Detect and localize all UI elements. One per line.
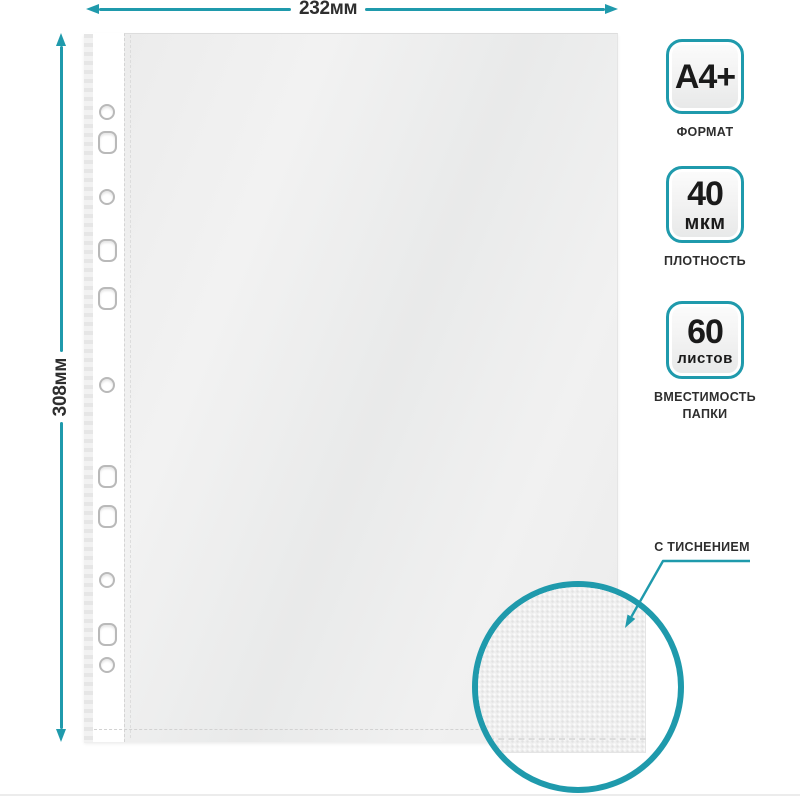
height-dimension-label: 308мм [50,358,71,417]
format-badge [666,39,744,114]
surface-edge-line [0,794,800,796]
punch-hole [98,623,117,646]
punch-hole [99,572,115,588]
dimension-line [365,8,605,11]
punch-hole [99,104,115,120]
format-caption: ФОРМАТ [676,125,734,139]
arrow-down-icon [56,729,66,742]
punch-hole [98,239,117,262]
badge-group-thickness [645,166,765,270]
sheet-spine-edge [84,34,93,743]
punch-hole [98,131,117,154]
magnified-weld-seam [478,738,646,740]
capacity-unit: листов [677,349,733,367]
dimension-line [60,46,63,352]
punch-hole [99,657,115,673]
dimension-line [60,422,63,729]
callout-leader-arrow [600,545,760,640]
arrow-left-icon [86,4,99,14]
arrow-up-icon [56,33,66,46]
badge-group-capacity [645,301,765,423]
thickness-value: 40 [687,174,723,213]
format-value: A4+ [674,57,736,96]
punch-hole [99,189,115,205]
dimension-line [99,8,291,11]
thickness-unit: мкм [684,211,726,234]
thickness-badge [666,166,744,243]
weld-seam-vertical [130,35,131,738]
punch-hole [98,465,117,488]
capacity-value: 60 [687,312,723,351]
badge-group-format [645,39,765,141]
punch-hole [98,287,117,310]
width-dimension [86,1,618,17]
punch-hole [99,377,115,393]
thickness-caption: ПЛОТНОСТЬ [664,254,746,268]
capacity-badge [666,301,744,379]
embossed-callout-label: С ТИСНЕНИЕМ [654,540,750,554]
width-dimension-label: 232мм [299,0,358,19]
arrow-right-icon [605,4,618,14]
punch-hole [98,505,117,528]
height-dimension [52,33,70,742]
capacity-caption: ВМЕСТИМОСТЬ ПАПКИ [654,390,756,421]
